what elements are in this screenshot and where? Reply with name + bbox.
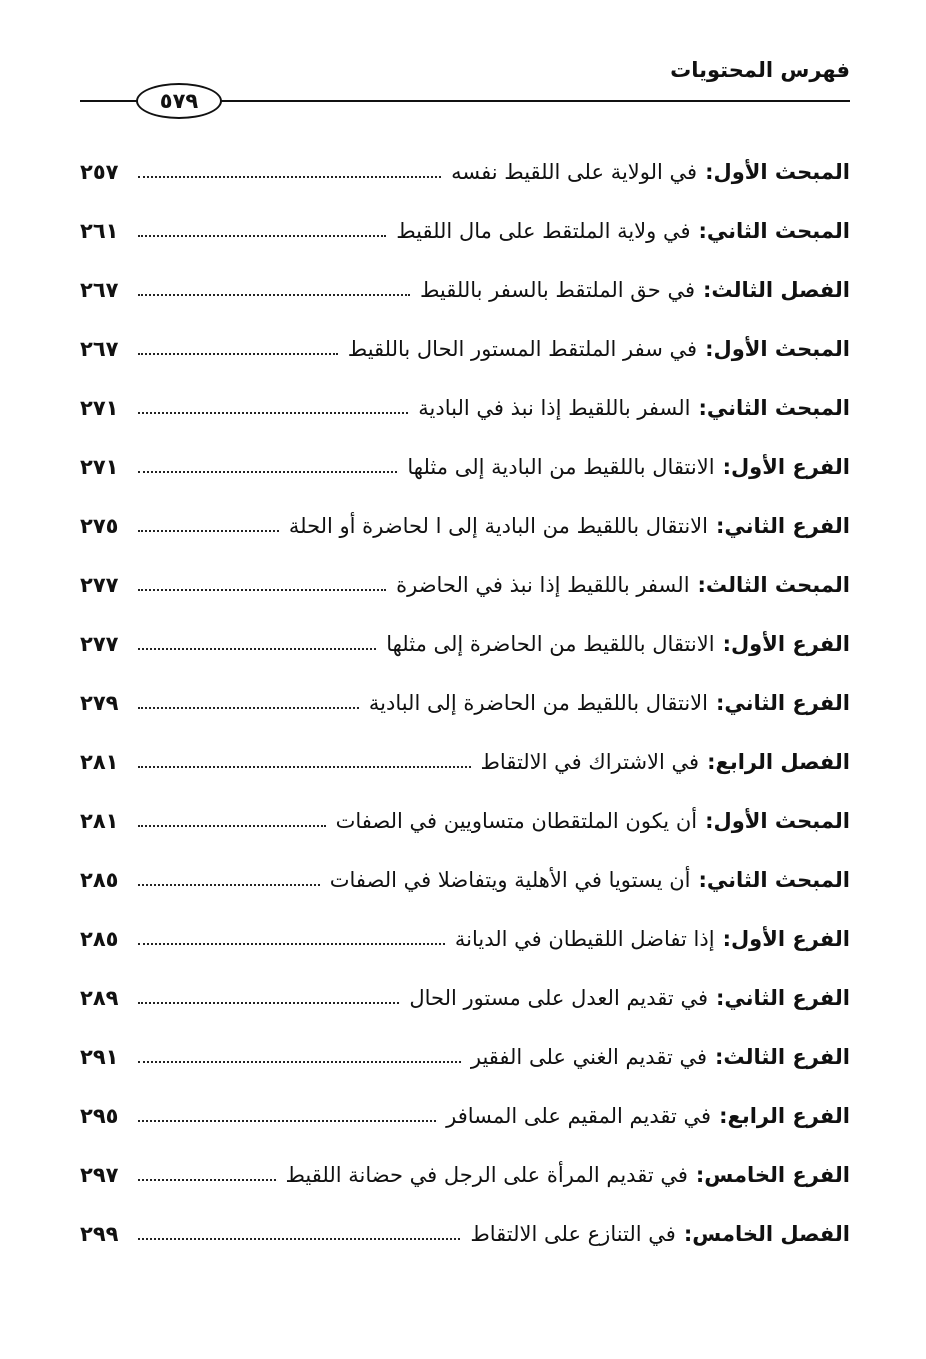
toc-entry <box>80 201 850 260</box>
toc-entry-page: ٢٩٩ <box>80 1221 119 1246</box>
toc-entry-text: في الاشتراك في الالتقاط <box>480 749 700 774</box>
table-of-contents <box>80 142 850 1263</box>
toc-entry-label: الفرع الأول: <box>722 926 850 951</box>
toc-entry-label: المبحث الثالث: <box>697 572 850 597</box>
dot-leader <box>138 1179 276 1181</box>
toc-entry-label: الفرع الرابع: <box>719 1103 850 1128</box>
toc-entry <box>80 319 850 378</box>
dot-leader <box>138 294 410 296</box>
toc-entry-text: أن يستويا في الأهلية ويتفاضلا في الصفات <box>329 867 691 892</box>
toc-entry-title <box>330 868 850 892</box>
dot-leader <box>138 1061 461 1063</box>
toc-entry-label: المبحث الأول: <box>705 808 850 833</box>
toc-entry-label: المبحث الأول: <box>705 336 850 361</box>
toc-entry-title <box>348 337 850 361</box>
toc-entry-label: الفصل الخامس: <box>683 1221 850 1246</box>
toc-entry-text: الانتقال باللقيط من البادية إلى ا لحاضرة أو الحلة <box>288 513 708 538</box>
toc-entry-label: المبحث الثاني: <box>698 867 850 892</box>
toc-entry-title <box>418 396 850 420</box>
toc-entry-label: الفرع الثاني: <box>716 690 850 715</box>
toc-entry <box>80 496 850 555</box>
dot-leader <box>138 235 386 237</box>
page-header <box>80 58 850 118</box>
toc-entry-title <box>396 573 850 597</box>
toc-entry <box>80 614 850 673</box>
dot-leader <box>138 766 471 768</box>
dot-leader <box>138 943 445 945</box>
toc-entry-title <box>471 1045 850 1069</box>
toc-entry-label: الفصل الرابع: <box>707 749 850 774</box>
toc-entry-label: الفرع الأول: <box>722 454 850 479</box>
toc-entry-label: الفرع الثاني: <box>716 513 850 538</box>
dot-leader <box>138 1120 436 1122</box>
toc-entry <box>80 673 850 732</box>
toc-entry-title <box>420 278 850 302</box>
toc-entry-text: أن يكون الملتقطان متساويين في الصفات <box>335 808 698 833</box>
toc-entry-page: ٢٧١ <box>80 454 119 479</box>
toc-entry-text: إذا تفاضل اللقيطان في الديانة <box>454 926 715 951</box>
dot-leader <box>138 825 326 827</box>
toc-entry <box>80 437 850 496</box>
toc-entry-page: ٢٧٧ <box>80 631 119 656</box>
toc-entry <box>80 260 850 319</box>
page-number-badge <box>136 83 222 119</box>
toc-entry-title <box>396 219 850 243</box>
toc-entry-page: ٢٧٩ <box>80 690 119 715</box>
toc-entry-title <box>451 160 850 184</box>
dot-leader <box>138 412 408 414</box>
toc-entry <box>80 378 850 437</box>
toc-entry-text: في ولاية الملتقط على مال اللقيط <box>396 218 691 243</box>
toc-entry-page: ٢٨١ <box>80 749 119 774</box>
dot-leader <box>138 589 386 591</box>
dot-leader <box>138 530 279 532</box>
toc-entry-title <box>470 1222 850 1246</box>
toc-entry-text: في حق الملتقط بالسفر باللقيط <box>419 277 695 302</box>
toc-entry-page: ٢٩٧ <box>80 1162 119 1187</box>
toc-entry <box>80 142 850 201</box>
toc-entry-page: ٢٩١ <box>80 1044 119 1069</box>
toc-entry-text: الانتقال باللقيط من البادية إلى مثلها <box>407 454 715 479</box>
toc-entry-text: في التنازع على الالتقاط <box>470 1221 676 1246</box>
toc-entry-page: ٢٦٧ <box>80 336 119 361</box>
toc-entry-label: المبحث الأول: <box>705 159 850 184</box>
page-title: فهرس المحتويات <box>670 58 850 82</box>
toc-entry-text: الانتقال باللقيط من الحاضرة إلى مثلها <box>386 631 715 656</box>
toc-entry <box>80 1027 850 1086</box>
page-number: ٥٧٩ <box>159 89 199 113</box>
dot-leader <box>138 1238 460 1240</box>
toc-entry-page: ٢٥٧ <box>80 159 119 184</box>
dot-leader <box>138 471 397 473</box>
dot-leader <box>138 648 376 650</box>
toc-entry-page: ٢٨٥ <box>80 926 119 951</box>
toc-entry-text: السفر باللقيط إذا نبذ في الحاضرة <box>396 572 690 597</box>
toc-entry <box>80 1204 850 1263</box>
dot-leader <box>138 176 441 178</box>
toc-entry-page: ٢٧١ <box>80 395 119 420</box>
dot-leader <box>138 1002 399 1004</box>
toc-entry-title <box>409 986 850 1010</box>
toc-entry-text: في تقديم الغني على الفقير <box>470 1044 708 1069</box>
toc-entry-page: ٢٦١ <box>80 218 119 243</box>
toc-entry-text: في تقديم المقيم على المسافر <box>446 1103 712 1128</box>
toc-entry <box>80 968 850 1027</box>
toc-entry-text: في تقديم المرأة على الرجل في حضانة اللقيط <box>285 1162 688 1187</box>
toc-entry-label: الفرع الأول: <box>722 631 850 656</box>
toc-entry-title <box>289 514 850 538</box>
toc-entry-title <box>455 927 850 951</box>
toc-entry <box>80 732 850 791</box>
toc-entry-label: الفصل الثالث: <box>703 277 850 302</box>
toc-entry-page: ٢٨١ <box>80 808 119 833</box>
dot-leader <box>138 707 359 709</box>
toc-entry-page: ٢٩٥ <box>80 1103 119 1128</box>
toc-entry <box>80 909 850 968</box>
toc-entry-page: ٢٨٥ <box>80 867 119 892</box>
toc-entry-text: الانتقال باللقيط من الحاضرة إلى البادية <box>368 690 708 715</box>
toc-entry-title <box>286 1163 851 1187</box>
toc-entry-text: في الولاية على اللقيط نفسه <box>451 159 698 184</box>
toc-entry-title <box>369 691 850 715</box>
toc-entry <box>80 791 850 850</box>
toc-entry-label: الفرع الخامس: <box>695 1162 850 1187</box>
toc-entry-title <box>446 1104 850 1128</box>
dot-leader <box>138 353 338 355</box>
toc-entry-title <box>481 750 851 774</box>
toc-entry-title <box>407 455 850 479</box>
toc-entry-text: السفر باللقيط إذا نبذ في البادية <box>418 395 691 420</box>
toc-entry-text: في سفر الملتقط المستور الحال باللقيط <box>347 336 698 361</box>
toc-entry <box>80 850 850 909</box>
toc-entry-page: ٢٧٧ <box>80 572 119 597</box>
toc-entry-label: المبحث الثاني: <box>698 395 850 420</box>
toc-entry-page: ٢٨٩ <box>80 985 119 1010</box>
toc-entry <box>80 1086 850 1145</box>
toc-entry-title <box>336 809 850 833</box>
toc-entry-label: المبحث الثاني: <box>698 218 850 243</box>
toc-entry <box>80 555 850 614</box>
toc-entry-label: الفرع الثالث: <box>715 1044 850 1069</box>
toc-entry-label: الفرع الثاني: <box>716 985 850 1010</box>
toc-entry-page: ٢٧٥ <box>80 513 119 538</box>
dot-leader <box>138 884 320 886</box>
toc-entry-text: في تقديم العدل على مستور الحال <box>409 985 708 1010</box>
toc-entry-title <box>386 632 850 656</box>
toc-entry <box>80 1145 850 1204</box>
toc-entry-page: ٢٦٧ <box>80 277 119 302</box>
